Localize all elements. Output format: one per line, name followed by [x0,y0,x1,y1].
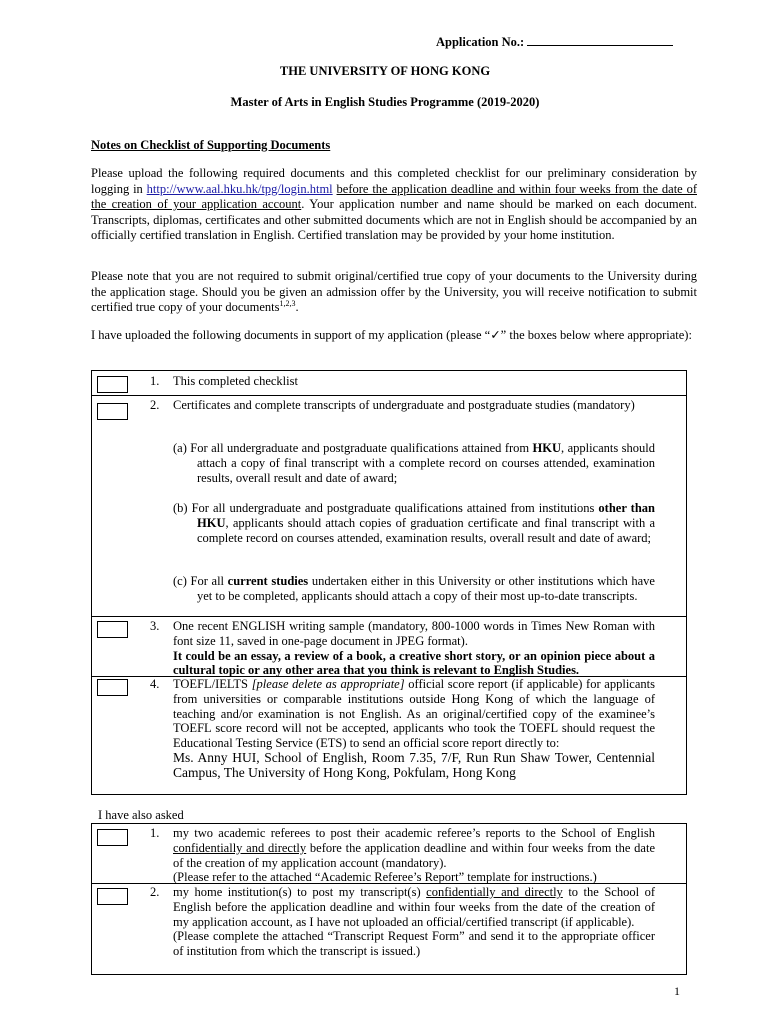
checkbox-item-4[interactable] [97,679,128,696]
uploaded-documents-table: 1. This completed checklist 2. Certificates and complete transcripts of undergraduate and postgraduate studies (mandatory) (a) For all undergraduate and postgraduate qualifications attained from HKU, applicants should attach a copy of final transcript with a complete record on courses attended, examination results, overall result and date of award; (b) For all undergraduate and postgraduate qualifications attained from institutions other than HKU, applicants should attach copies of graduation certificate and final transcript with a complete record on courses attended, examination results, overall result and date of award; (c) For all current studies undertaken either in this University or other institutions which have yet to be completed, applicants should attach a copy of their most up-to-date transcripts. 3. One recent ENGLISH writing sample (mandatory, 800-1000 words in Times New Roman with font size 11, saved in one-page document in JPEG format). It could be an essay, a review of a book, a creative short story, or an opinion piece about a cultural topic or any other area that you think is relevant to English Studies. 4. TOEFL/IELTS [please delete as appropriate] official score report (if applicable) for applicants from universities or comparable institutions outside Hong Kong of which the language of teaching and/or examination is not English. As an original/certified copy of the examinee’s TOEFL score record will not be accepted, applicants who took the TOEFL should request the Educational Testing Service (ETS) to send an official score report directly to: Ms. Anny HUI, School of English, Room 7.35, 7/F, Run Run Shaw Tower, Centennial Campus, The University of Hong Kong, Pokfulam, Hong Kong [91,370,687,795]
ets-address: Ms. Anny HUI, School of English, Room 7.35, 7/F, Run Run Shaw Tower, Centennial Campus, The University of Hong Kong, Pokfulam, Hong Kong [173,749,655,780]
original-copy-paragraph: Please note that you are not required to submit original/certified true copy of your documents to the University during the application stage. Should you be given an admission offer by the University, you will receive notification to submit certified true copy of your documents$^{1,2,3}$. [91,269,697,314]
checkbox-item-3[interactable] [97,621,128,638]
item-2a-text: (a) For all undergraduate and postgraduate qualifications attained from HKU, applicants should attach a copy of final transcript with a complete record on courses attended, examination results, overall result and date of award; [173,441,656,485]
programme-title: Master of Arts in English Studies Programme (2019-2020) [230,95,540,109]
uploaded-intro-paragraph: I have uploaded the following documents in support of my application (please “✓” the boxes below where appropriate): [91,328,692,342]
item-3-text: One recent ENGLISH writing sample (mandatory, 800-1000 words in Times New Roman with font size 11, saved in one-page document in JPEG format). It could be an essay, a review of a book, a creative short story, or an opinion piece about a cultural topic or any other area that you think is relevant to English Studies. [173,619,655,678]
asked-2-text: my home institution(s) to post my transcript(s) confidentially and directly to the School of English before the application deadline and within four weeks from the date of the creation of my application account, as I have not uploaded an official/certified transcript (if applicable). (Please complete the attached “Transcript Request Form” and send it to the appropriate officer of institution from which the transcript is issued.) [173,885,655,959]
checkbox-item-1[interactable] [97,376,128,393]
checkbox-asked-1[interactable] [97,829,128,846]
instructions-paragraph: Please upload the following required documents and this completed checklist for our preliminary consideration by logging in http://www.aal.hku.hk/tpg/login.html before the application deadline and within four weeks from the date of the creation of your application account. Your application number and name should be marked on each document. Transcripts, diplomas, certificates and other submitted documents which are not in English should be accompanied by an officially certified translation in English. Certified translation may be provided by your home institution. [91,166,697,242]
item-4-text: TOEFL/IELTS [please delete as appropriate] official score report (if applicable) for applicants from universities or comparable institutions outside Hong Kong of which the language of teaching and/or examination is not English. As an original/certified copy of the examinee’s TOEFL score record will not be accepted, applicants who took the TOEFL should request the Educational Testing Service (ETS) to send an official score report directly to: Ms. Anny HUI, School of English, Room 7.35, 7/F, Run Run Shaw Tower, Centennial Campus, The University of Hong Kong, Pokfulam, Hong Kong [173,677,655,780]
footnote-ref: 1,2,3 [279,298,296,308]
row-divider [92,616,686,617]
also-asked-table: 1. my two academic referees to post their academic referee’s reports to the School of English confidentially and directly before the application deadline and within four weeks from the date of the creation of my application account (mandatory). (Please refer to the attached “Academic Referee’s Report” template for instructions.) 2. my home institution(s) to post my transcript(s) confidentially and directly to the School of English before the application deadline and within four weeks from the date of the creation of my application account, as I have not uploaded an official/certified transcript (if applicable). (Please complete the attached “Transcript Request Form” and send it to the appropriate officer of institution from which the transcript is issued.) [91,823,687,975]
login-link[interactable]: http://www.aal.hku.hk/tpg/login.html [146,181,333,196]
application-number-label: Application No.: [436,35,525,49]
application-number-blank[interactable] [527,34,673,46]
page-number: 1 [674,984,680,998]
also-asked-label: I have also asked [98,808,184,822]
application-number-field [436,34,673,50]
checkbox-item-2[interactable] [97,403,128,420]
item-2-text: Certificates and complete transcripts of undergraduate and postgraduate studies (mandatory) [173,398,635,412]
item-1-text: This completed checklist [173,374,298,388]
university-title: THE UNIVERSITY OF HONG KONG [279,64,491,78]
row-divider [92,395,686,396]
item-2c-text: (c) For all current studies undertaken either in this University or other institutions which have yet to be completed, applicants should attach a copy of their most up-to-date transcripts. [173,574,655,603]
deadline-underlined: before the application deadline and within four weeks from the date of the creation of your application account [91,181,697,211]
notes-heading: Notes on Checklist of Supporting Documents [91,138,331,152]
item-2b-text: (b) For all undergraduate and postgraduate qualifications attained from institutions other than HKU, applicants should attach copies of graduation certificate and final transcript with a complete record on courses attended, examination results, overall result and date of award; [173,501,655,545]
asked-1-text: my two academic referees to post their academic referee’s reports to the School of English confidentially and directly before the application deadline and within four weeks from the date of the creation of my application account (mandatory). (Please refer to the attached “Academic Referee’s Report” template for instructions.) [173,826,656,885]
checkbox-asked-2[interactable] [97,888,128,905]
